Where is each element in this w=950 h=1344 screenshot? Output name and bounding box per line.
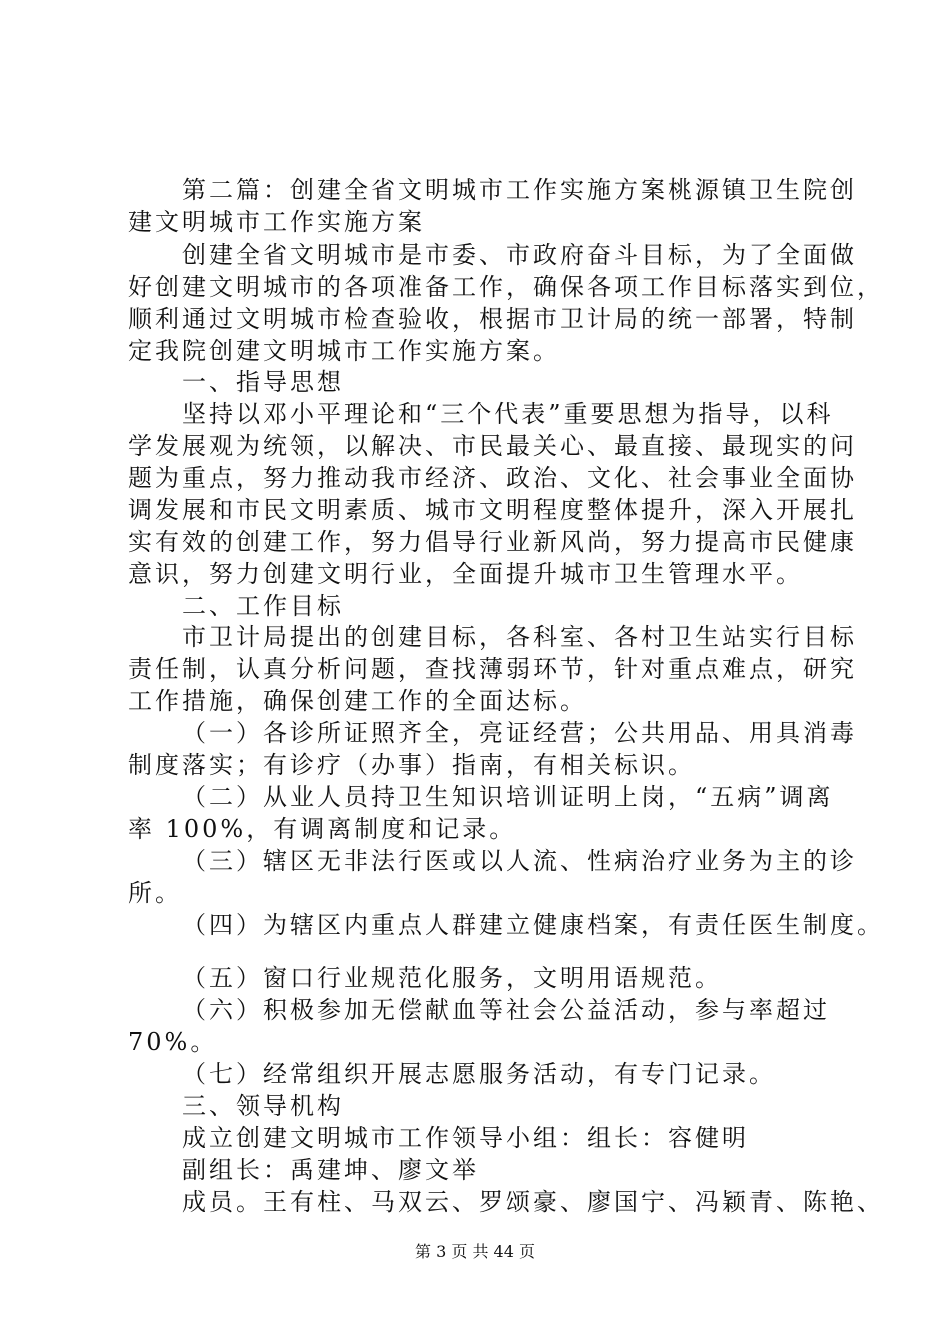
section-heading: 一、指导思想 [182,368,344,396]
list-item-line: （三）辖区无非法行医或以人流、性病治疗业务为主的诊 [182,847,857,875]
list-item-line: （四）为辖区内重点人群建立健康档案，有责任医生制度。 [182,911,884,939]
paragraph-line: 创建全省文明城市是市委、市政府奋斗目标，为了全面做 [182,241,857,269]
paragraph-line: 成员。王有柱、马双云、罗颂豪、廖国宁、冯颖青、陈艳、 [182,1188,884,1216]
paragraph-line: 好创建文明城市的各项准备工作，确保各项工作目标落实到位， [128,273,884,301]
page-number-footer: 第 3 页 共 44 页 [415,1242,535,1261]
section-heading: 三、领导机构 [182,1092,344,1120]
list-item-line: （五）窗口行业规范化服务，文明用语规范。 [182,964,722,992]
paragraph-line: 实有效的创建工作，努力倡导行业新风尚，努力提高市民健康 [128,528,857,556]
list-item-line: 制度落实；有诊疗（办事）指南，有相关标识。 [128,751,695,779]
paragraph-line: 顺利通过文明城市检查验收，根据市卫计局的统一部署，特制 [128,305,857,333]
paragraph-line: 成立创建文明城市工作领导小组：组长：容健明 [182,1124,749,1152]
heading-line-2: 建文明城市工作实施方案 [128,208,425,236]
list-item-line: 所。 [128,879,182,907]
paragraph-line: 学发展观为统领，以解决、市民最关心、最直接、最现实的问 [128,432,857,460]
paragraph-line: 意识，努力创建文明行业，全面提升城市卫生管理水平。 [128,560,803,588]
heading-line-1: 第二篇：创建全省文明城市工作实施方案桃源镇卫生院创 [182,176,857,204]
paragraph-line: 题为重点，努力推动我市经济、政治、文化、社会事业全面协 [128,464,857,492]
paragraph-line: 责任制，认真分析问题，查找薄弱环节，针对重点难点，研究 [128,655,857,683]
paragraph-line: 工作措施，确保创建工作的全面达标。 [128,687,587,715]
paragraph-line: 调发展和市民文明素质、城市文明程度整体提升，深入开展扎 [128,496,857,524]
list-item-line: （一）各诊所证照齐全，亮证经营；公共用品、用具消毒 [182,719,857,747]
list-item-line: （二）从业人员持卫生知识培训证明上岗，“五病”调离 [182,783,834,811]
list-item-line: （六）积极参加无偿献血等社会公益活动，参与率超过 [182,996,830,1024]
paragraph-line: 坚持以邓小平理论和“三个代表”重要思想为指导，以科 [182,400,834,428]
section-heading: 二、工作目标 [182,592,344,620]
list-item-line: 70%。 [128,1028,218,1056]
paragraph-line: 定我院创建文明城市工作实施方案。 [128,337,560,365]
list-item-line: 率 100%，有调离制度和记录。 [128,815,517,843]
paragraph-line: 副组长：禹建坤、廖文举 [182,1156,479,1184]
list-item-line: （七）经常组织开展志愿服务活动，有专门记录。 [182,1060,776,1088]
paragraph-line: 市卫计局提出的创建目标，各科室、各村卫生站实行目标 [182,623,857,651]
